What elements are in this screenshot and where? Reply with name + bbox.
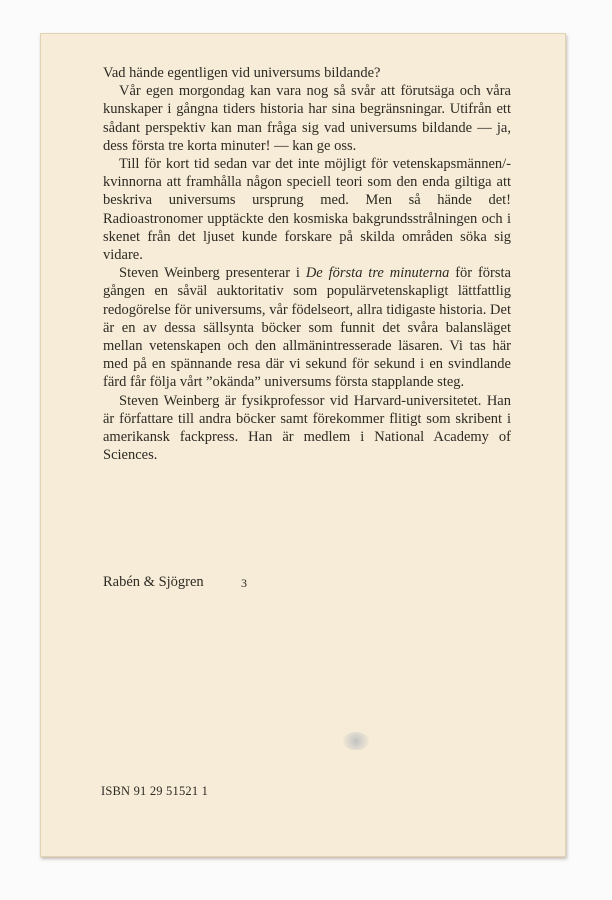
cover-blurb <box>103 64 511 464</box>
print-number: 3 <box>241 576 247 590</box>
blurb-paragraph-1: Vår egen morgondag kan vara nog så svår att förutsäga och våra kunskaper i gångna tiders historia har sina begränsningar. Utifrån ett sådant perspektiv kan man fråga sig vad universums bildande — ja, dess första tre korta minuter! — kan ge oss. <box>103 83 511 154</box>
book-back-cover <box>40 33 566 857</box>
blurb-paragraph-3-intro: Steven Weinberg presenterar i <box>119 265 306 282</box>
paper-stain <box>343 732 369 750</box>
blurb-paragraph-3-body: för första gången en såväl auktoritativ som populärvetenskapligt lättfattlig redogörelse för universums, vår födelseort, allra tidigaste historia. Det är en av dessa sällsynta böcker som funnit det svåra balansläget mellan vetenskapen och den allmänintresserade läsaren. Vi tas här med på en spännande resa där vi sekund för sekund i en svindlande färd får följa vårt ”okända” universums första stapplande steg. <box>103 265 511 391</box>
blurb-paragraph-3 <box>103 264 511 391</box>
author-bio: Steven Weinberg är fysikprofessor vid Harvard-universitetet. Han är författare till andra böcker samt förekommer flitigt som skribent i amerikansk fackpress. Han är medlem i National Academy of Sciences. <box>103 392 511 464</box>
blurb-paragraph-2: Till för kort tid sedan var det inte möjligt för vetenskapsmännen/-kvinnorna att framhålla någon speciell teori som den enda giltiga att beskriva universums ursprung med. Men så hände det! Radioastronomer upptäckte den kosmiska bakgrundsstrålningen och i skenet från det ljuset kunde forskare på skilda områden söka sig vidare. <box>103 156 511 264</box>
book-title-italic: De första tre minuterna <box>305 265 450 282</box>
blurb-question: Vad hände egentligen vid universums bildande? <box>103 65 381 81</box>
publisher-name: Rabén & Sjögren <box>103 574 204 590</box>
isbn-number: ISBN 91 29 51521 1 <box>101 784 209 798</box>
